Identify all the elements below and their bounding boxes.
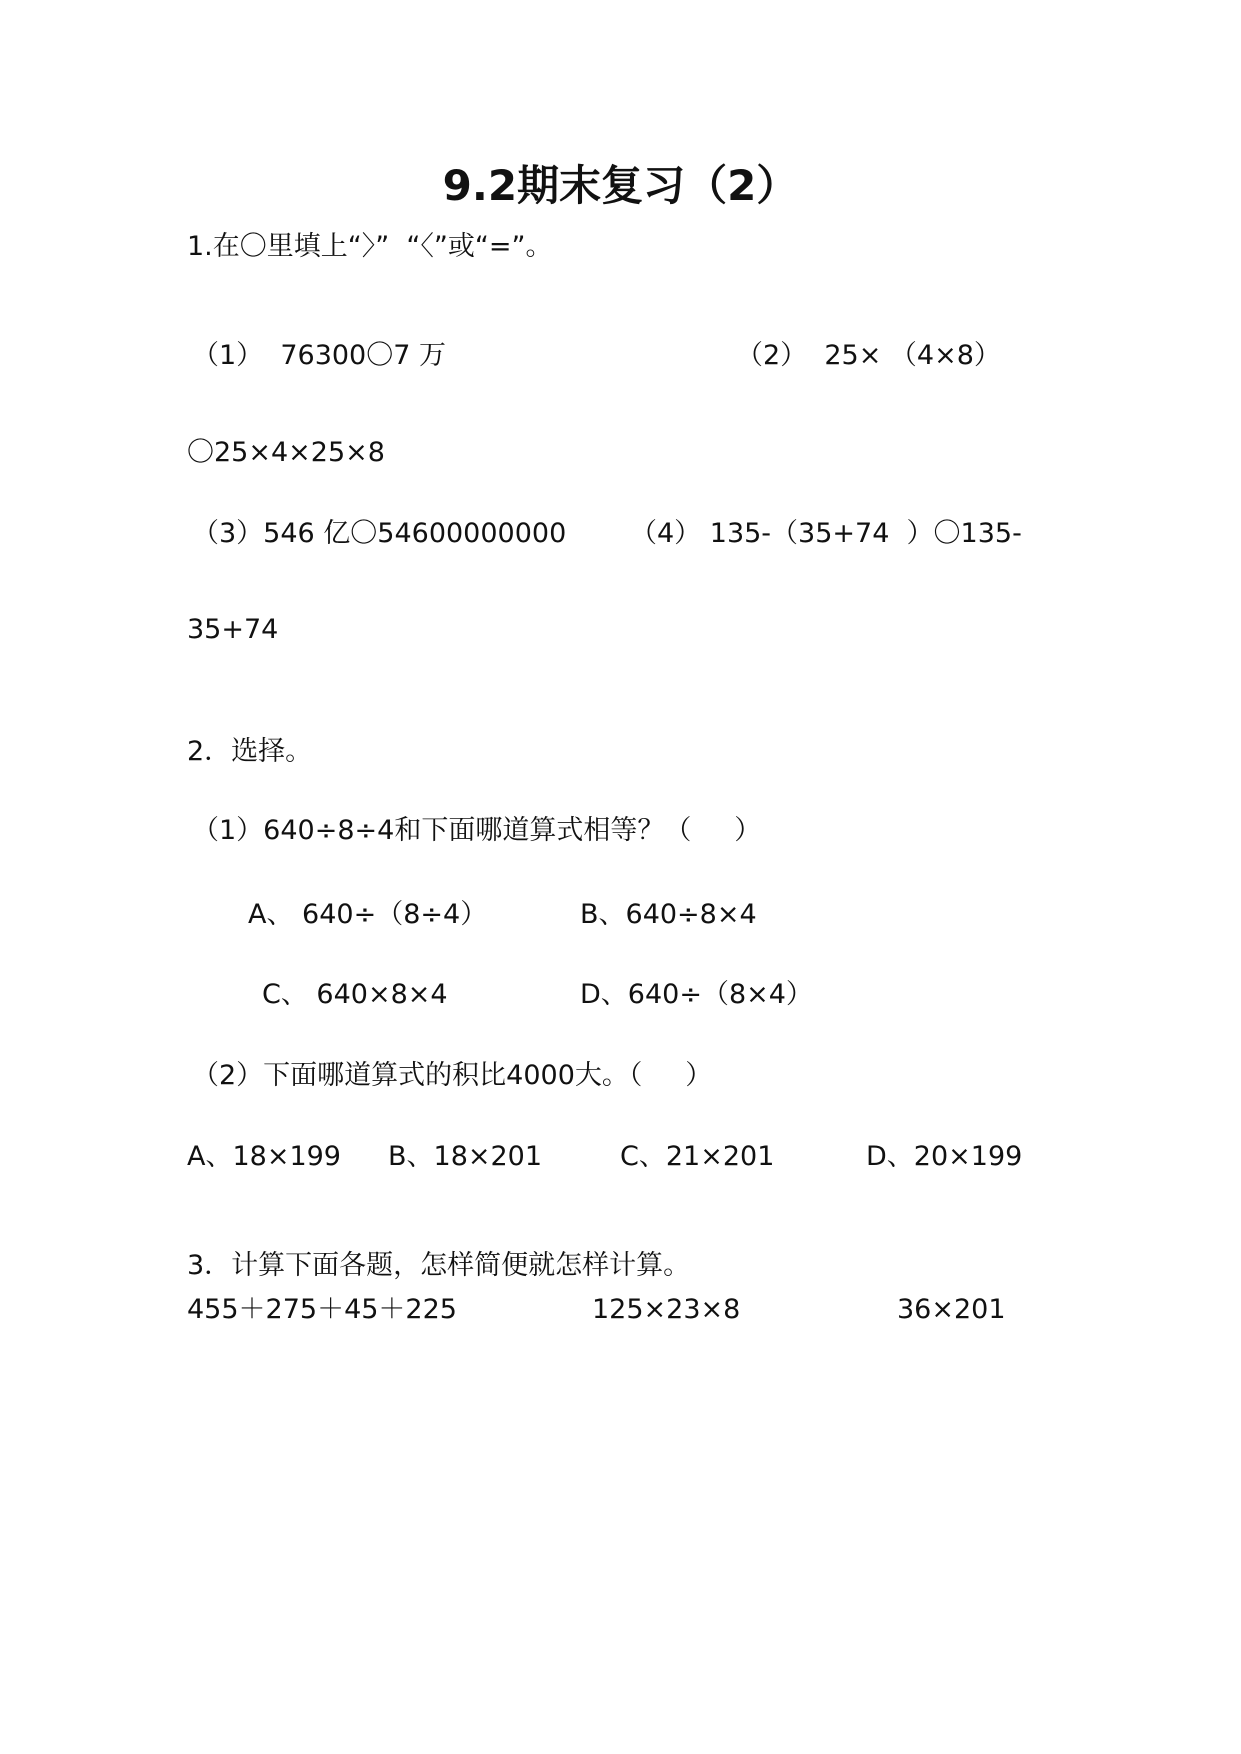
q3-expression-3: 36×201	[897, 1294, 1006, 1325]
q2-sub2-option-c: C、21×201	[620, 1141, 775, 1172]
page-title: 9.2期末复习（2）	[442, 161, 799, 210]
q1-item-4: （4） 135-（35+74 ）〇135-	[630, 518, 1022, 549]
q1-item-3: （3）546 亿〇54600000000	[192, 518, 567, 549]
q2-sub1-option-c: C、 640×8×4	[262, 979, 448, 1010]
q2-sub1-question: （1）640÷8÷4和下面哪道算式相等？（ ）	[192, 815, 762, 846]
q3-expression-1: 455＋275＋45＋225	[187, 1294, 457, 1325]
q1-item-4-continued: 35+74	[187, 614, 279, 645]
q2-sub1-option-b: B、640÷8×4	[580, 899, 757, 930]
q2-sub2-option-b: B、18×201	[388, 1141, 543, 1172]
q2-heading: 2．选择。	[187, 736, 313, 767]
q1-heading: 1.在〇里填上“〉” “〈”或“=”。	[187, 231, 553, 262]
q2-sub2-option-d: D、20×199	[866, 1141, 1023, 1172]
q2-sub2-option-a: A、18×199	[187, 1141, 341, 1172]
q1-item-2-continued: 〇25×4×25×8	[187, 437, 385, 468]
q2-sub2-question: （2）下面哪道算式的积比4000大。（ ）	[192, 1060, 713, 1091]
q1-item-1: （1） 76300〇7 万	[192, 340, 446, 371]
q1-item-2: （2） 25× （4×8）	[736, 340, 1001, 371]
q2-sub1-option-d: D、640÷（8×4）	[580, 979, 813, 1010]
q3-heading: 3．计算下面各题，怎样简便就怎样计算。	[187, 1250, 691, 1281]
q3-expression-2: 125×23×8	[592, 1294, 741, 1325]
q2-sub1-option-a: A、 640÷（8÷4）	[248, 899, 488, 930]
